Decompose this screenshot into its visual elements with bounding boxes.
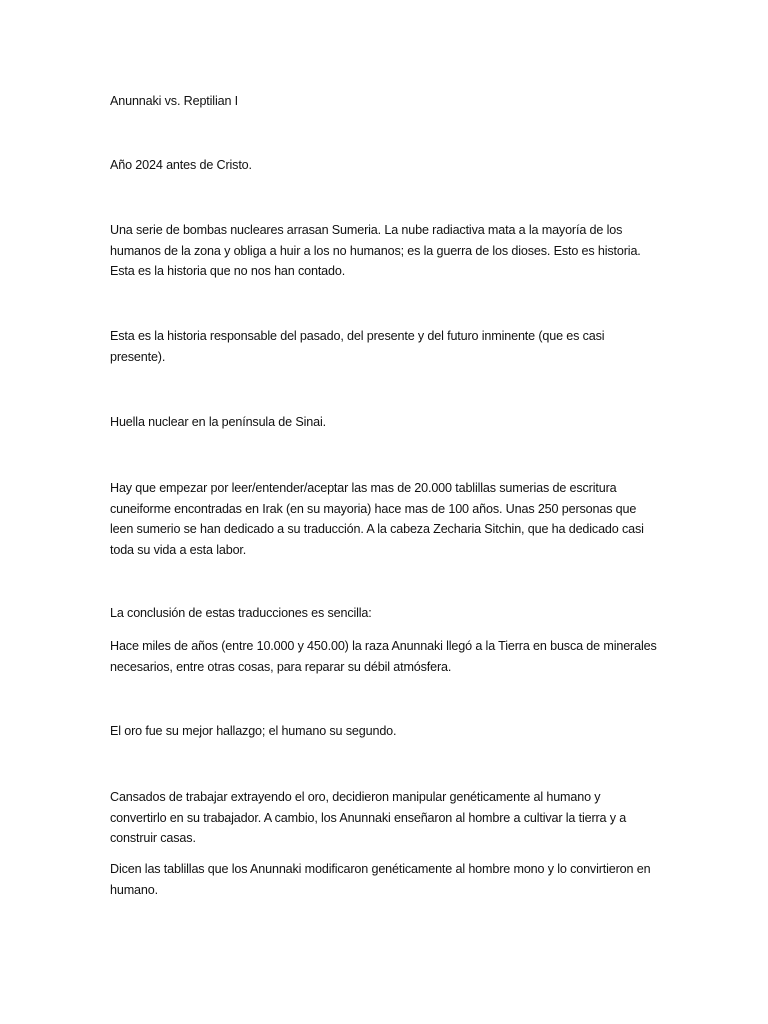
paragraph-5: Hay que empezar por leer/entender/aceptar las mas de 20.000 tablillas sumerias de escritura cuneiforme encontradas en Irak (en su mayoria) hace mas de 100 años. Unas 250 personas que leen sumerio se han dedicado a su traducción. A la cabeza Zecharia Sitchin, que ha dedicado casi toda su vida a esta labor. — [110, 481, 644, 557]
paragraph-7: Hace miles de años (entre 10.000 y 450.00) la raza Anunnaki llegó a la Tierra en busca de minerales necesarios, entre otras cosas, para reparar su débil atmósfera. — [110, 639, 657, 674]
paragraph-6: La conclusión de estas traducciones es sencilla: — [110, 606, 372, 620]
paragraph-8: El oro fue su mejor hallazgo; el humano su segundo. — [110, 724, 397, 738]
paragraph-9: Cansados de trabajar extrayendo el oro, decidieron manipular genéticamente al humano y convertirlo en su trabajador. A cambio, los Anunnaki enseñaron al hombre a cultivar la tierra y a construir casas. — [110, 790, 627, 846]
document-title: Anunnaki vs. Reptilian I — [110, 94, 239, 108]
paragraph-4: Huella nuclear en la península de Sinai. — [110, 415, 326, 429]
paragraph-10: Dicen las tablillas que los Anunnaki modificaron genéticamente al hombre mono y lo convirtieron en humano. — [110, 862, 651, 897]
paragraph-1: Año 2024 antes de Cristo. — [110, 158, 252, 172]
paragraph-2: Una serie de bombas nucleares arrasan Sumeria. La nube radiactiva mata a la mayoría de los humanos de la zona y obliga a huir a los no humanos; es la guerra de los dioses. Esto es historia. Esta es la historia que no nos han contado. — [110, 223, 641, 279]
paragraph-3: Esta es la historia responsable del pasado, del presente y del futuro inminente (que es casi presente). — [110, 329, 605, 364]
